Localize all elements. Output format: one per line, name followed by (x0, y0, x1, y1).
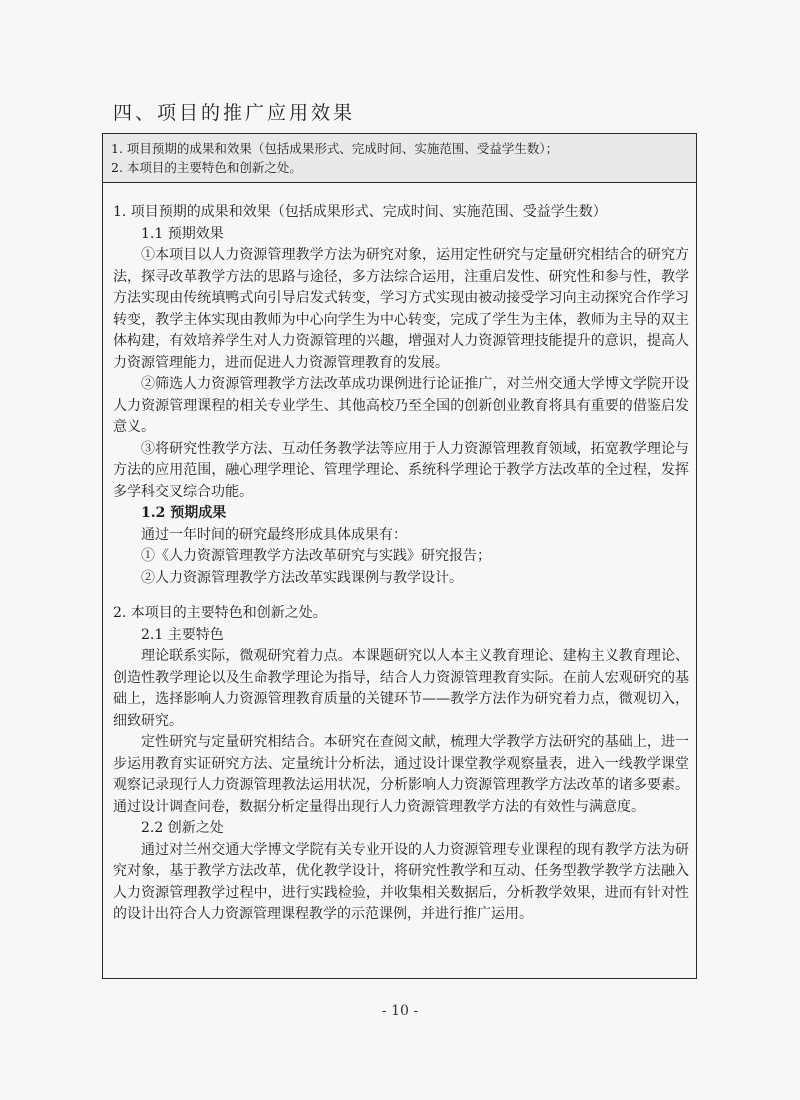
section-heading: 四、项目的推广应用效果 (113, 102, 356, 124)
section1-sub1-title: 1.1 预期效果 (141, 225, 224, 242)
section1-sub2-item-1: ①《人力资源管理教学方法改革研究与实践》研究报告； (141, 548, 491, 564)
section2-sub1-paragraph-1: 理论联系实际，微观研究着力点。本课题研究以人本主义教育理论、建构主义教育理论、创造性教学理论以及生命教学理论为指导，结合人力资源管理教育实际。在前人宏观研究的基础上，选择影响人力资源管理教育质量的关键环节——教学方法作为研究着力点，微观切入，细致研究。 (113, 648, 689, 729)
section2-sub1-title: 2.1 主要特色 (141, 626, 224, 643)
page-number: - 10 - (381, 1003, 419, 1019)
instruction-line-2: 2. 本项目的主要特色和创新之处。 (111, 160, 302, 175)
answer-content (113, 202, 693, 926)
section1-sub2-intro: 通过一年时间的研究最终形成具体成果有： (141, 526, 407, 543)
content-box (102, 133, 697, 979)
section1-sub1-paragraph-2: ②筛选人力资源管理教学方法改革成功课例进行论证推广，对兰州交通大学博文学院开设人力资源管理课程的相关专业学生、其他高校乃至全国的创新创业教育将具有重要的借鉴启发意义。 (113, 376, 689, 435)
section1-sub1-paragraph-3: ③将研究性教学方法、互动任务教学法等应用于人力资源管理教育领域，拓宽教学理论与方法的应用范围，融心理学理论、管理学理论、系统科学理论于教学方法改革的全过程，发挥多学科交叉综合功能。 (113, 440, 689, 500)
instruction-area (103, 134, 696, 183)
section2-title: 2. 本项目的主要特色和创新之处。 (113, 605, 327, 621)
section2-sub1-paragraph-2: 定性研究与定量研究相结合。本研究在查阅文献，梳理大学教学方法研究的基础上，进一步运用教育实证研究方法、定量统计分析法，通过设计课堂教学观察量表，进入一线教学课堂观察记录现行人力资源管理教法运用状况，分析影响人力资源管理教学方法改革的诸多要素。通过设计调查问卷，数据分析定量得出现行人力资源管理教学方法的有效性与满意度。 (113, 734, 689, 815)
section2-sub2-title: 2.2 创新之处 (141, 820, 224, 836)
section1-sub2-item-2: ②人力资源管理教学方法改革实践课例与教学设计。 (141, 569, 463, 586)
instruction-line-1: 1. 项目预期的成果和效果（包括成果形式、完成时间、实施范围、受益学生数）； (111, 141, 559, 156)
section1-title: 1. 项目预期的成果和效果（包括成果形式、完成时间、实施范围、受益学生数） (113, 204, 607, 220)
section1-sub2-title: 1.2 预期成果 (141, 505, 227, 521)
section1-sub1-paragraph-1: ①本项目以人力资源管理教学方法为研究对象，运用定性研究与定量研究相结合的研究方法，探寻改革教学方法的思路与途径，多方法综合运用，注重启发性、研究性和参与性，教学方法实现由传统填鸭式向引导启发式转变，学习方式实现由被动接受学习向主动探究合作学习转变，教学主体实现由教师为中心向学生为中心转变，完成了学生为主体，教师为主导的双主体构建，有效培养学生对人力资源管理的兴趣，增强对人力资源管理技能提升的意识，提高人力资源管理能力，进而促进人力资源管理教育的发展。 (113, 247, 689, 371)
section2-sub2-paragraph-1: 通过对兰州交通大学博文学院有关专业开设的人力资源管理专业课程的现有教学方法为研究对象，基于教学方法改革，优化教学设计，将研究性教学和互动、任务型教学教学方法融入人力资源管理教学过程中，进行实践检验，并收集相关数据后，分析教学效果，进而有针对性的设计出符合人力资源管理课程教学的示范课例，并进行推广运用。 (113, 841, 689, 922)
